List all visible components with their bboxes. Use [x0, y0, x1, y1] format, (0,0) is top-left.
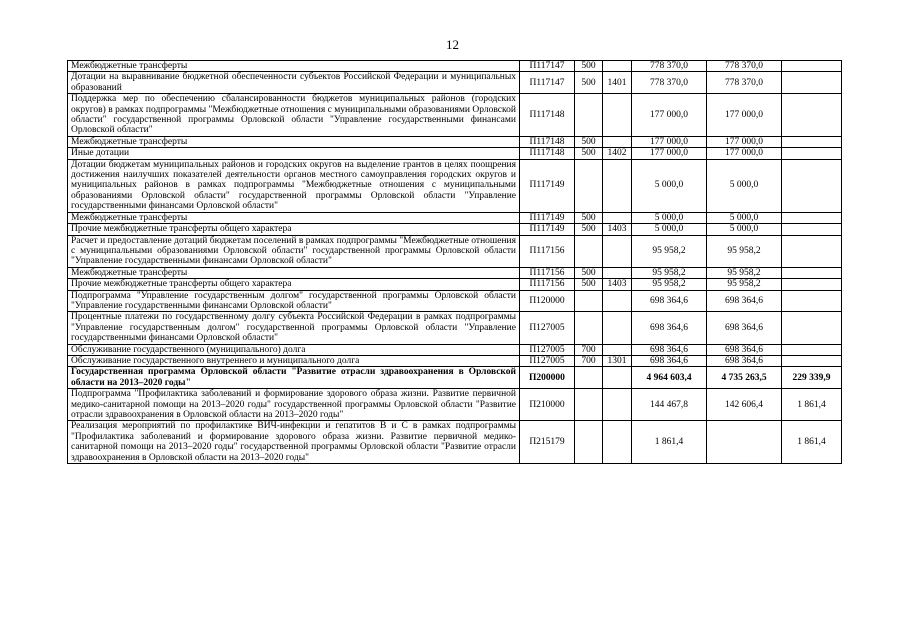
target-article-code-cell: П117156 [520, 279, 575, 290]
row-name-cell: Поддержка мер по обеспечению сбалансированности бюджетов муниципальных районов (городских округов) в рамках подпрограммы "Межбюджетные отношения с муниципальными образованиями Орловской области" государственной программы Орловской области "Управление государственными финансами Орловской области" [68, 94, 520, 137]
section-code-cell: 1301 [603, 355, 632, 366]
section-code-cell [603, 389, 632, 421]
row-name-cell: Реализация мероприятий по профилактике ВИЧ-инфекции и гепатитов В и С в рамках подпрограммы "Профилактика заболеваний и формирование здорового образа жизни. Развитие первичной медико-санитарной помощи на 2013–2020 годы" государственной программы Орловской области "Развитие отрасли здравоохранения в Орловской области на 2013–2020 годы" [68, 421, 520, 464]
expense-type-code-cell: 700 [575, 355, 603, 366]
amount-column-3-cell [782, 136, 842, 147]
total-amount-cell: 177 000,0 [632, 94, 707, 137]
total-amount-cell: 5 000,0 [632, 159, 707, 212]
section-code-cell [603, 344, 632, 355]
row-name-cell: Подпрограмма "Профилактика заболеваний и формирование здорового образа жизни. Развитие первичной медико-санитарной помощи на 2013–2020 годы" государственной программы Орловской области "Развитие отрасли здравоохранения в Орловской области на 2013–2020 годы" [68, 389, 520, 421]
total-amount-cell: 778 370,0 [632, 72, 707, 94]
amount-column-2-cell: 698 364,6 [707, 355, 782, 366]
expense-type-code-cell: 500 [575, 72, 603, 94]
amount-column-2-cell: 778 370,0 [707, 61, 782, 72]
total-amount-cell: 95 958,2 [632, 267, 707, 278]
amount-column-2-cell [707, 421, 782, 464]
row-name-cell: Прочие межбюджетные трансферты общего характера [68, 279, 520, 290]
total-amount-cell: 698 364,6 [632, 355, 707, 366]
amount-column-3-cell [782, 279, 842, 290]
table-row [68, 61, 842, 72]
table-row [68, 136, 842, 147]
expense-type-code-cell: 500 [575, 279, 603, 290]
table-row [68, 148, 842, 159]
row-name-cell: Государственная программа Орловской области "Развитие отрасли здравоохранения в Орловской области на 2013–2020 годы" [68, 367, 520, 389]
amount-column-3-cell [782, 344, 842, 355]
amount-column-2-cell: 5 000,0 [707, 159, 782, 212]
row-name-cell: Межбюджетные трансферты [68, 267, 520, 278]
table-row [68, 72, 842, 94]
total-amount-cell: 698 364,6 [632, 344, 707, 355]
expense-type-code-cell: 500 [575, 148, 603, 159]
expense-type-code-cell: 500 [575, 212, 603, 223]
target-article-code-cell: П117147 [520, 61, 575, 72]
row-name-cell: Дотации бюджетам муниципальных районов и городских округов на выделение грантов в целях поощрения достижения наилучших показателей деятельности органов местного самоуправления городских округов и муниципальных районов в рамках подпрограммы "Межбюджетные отношения с муниципальными образованиями Орловской области" государственной программы Орловской области "Управление государственными финансами Орловской области" [68, 159, 520, 212]
row-name-cell: Обслуживание государственного (муниципального) долга [68, 344, 520, 355]
amount-column-2-cell: 95 958,2 [707, 235, 782, 267]
table-row [68, 312, 842, 344]
table-row [68, 290, 842, 312]
amount-column-3-cell: 1 861,4 [782, 421, 842, 464]
amount-column-3-cell: 1 861,4 [782, 389, 842, 421]
amount-column-3-cell [782, 224, 842, 235]
section-code-cell [603, 94, 632, 137]
target-article-code-cell: П127005 [520, 344, 575, 355]
table-row [68, 355, 842, 366]
target-article-code-cell: П117148 [520, 136, 575, 147]
row-name-cell: Расчет и предоставление дотаций бюджетам поселений в рамках подпрограммы "Межбюджетные отношения с муниципальными образованиями Орловской области" государственной программы Орловской области "Управление государственными финансами Орловской области" [68, 235, 520, 267]
amount-column-3-cell [782, 148, 842, 159]
target-article-code-cell: П127005 [520, 355, 575, 366]
target-article-code-cell: П117156 [520, 235, 575, 267]
amount-column-3-cell [782, 355, 842, 366]
amount-column-2-cell: 177 000,0 [707, 94, 782, 137]
amount-column-3-cell [782, 159, 842, 212]
total-amount-cell: 1 861,4 [632, 421, 707, 464]
expense-type-code-cell [575, 367, 603, 389]
table-row [68, 159, 842, 212]
budget-table [67, 60, 842, 464]
section-code-cell [603, 312, 632, 344]
section-code-cell [603, 421, 632, 464]
section-code-cell: 1402 [603, 148, 632, 159]
amount-column-3-cell [782, 290, 842, 312]
target-article-code-cell: П117149 [520, 159, 575, 212]
expense-type-code-cell: 500 [575, 267, 603, 278]
amount-column-3-cell [782, 235, 842, 267]
expense-type-code-cell [575, 389, 603, 421]
expense-type-code-cell [575, 290, 603, 312]
row-name-cell: Межбюджетные трансферты [68, 61, 520, 72]
target-article-code-cell: П200000 [520, 367, 575, 389]
amount-column-2-cell: 142 606,4 [707, 389, 782, 421]
expense-type-code-cell: 500 [575, 224, 603, 235]
expense-type-code-cell [575, 159, 603, 212]
section-code-cell: 1403 [603, 279, 632, 290]
target-article-code-cell: П117148 [520, 148, 575, 159]
target-article-code-cell: П117147 [520, 72, 575, 94]
expense-type-code-cell: 500 [575, 61, 603, 72]
page-number: 12 [446, 37, 459, 52]
expense-type-code-cell: 700 [575, 344, 603, 355]
section-code-cell [603, 212, 632, 223]
amount-column-3-cell [782, 94, 842, 137]
amount-column-3-cell: 229 339,9 [782, 367, 842, 389]
table-row [68, 279, 842, 290]
total-amount-cell: 177 000,0 [632, 148, 707, 159]
amount-column-2-cell: 5 000,0 [707, 224, 782, 235]
row-name-cell: Прочие межбюджетные трансферты общего характера [68, 224, 520, 235]
total-amount-cell: 95 958,2 [632, 279, 707, 290]
table-row [68, 235, 842, 267]
section-code-cell [603, 267, 632, 278]
row-name-cell: Иные дотации [68, 148, 520, 159]
row-name-cell: Межбюджетные трансферты [68, 136, 520, 147]
amount-column-3-cell [782, 312, 842, 344]
target-article-code-cell: П117148 [520, 94, 575, 137]
target-article-code-cell: П117149 [520, 212, 575, 223]
target-article-code-cell: П127005 [520, 312, 575, 344]
row-name-cell: Подпрограмма "Управление государственным долгом" государственной программы Орловской области "Управление государственными финансами Орловской области" [68, 290, 520, 312]
expense-type-code-cell [575, 312, 603, 344]
row-name-cell: Процентные платежи по государственному долгу субъекта Российской Федерации в рамках подпрограммы "Управление государственным долгом" государственной программы Орловской области "Управление государственными финансами Орловской области" [68, 312, 520, 344]
amount-column-2-cell: 698 364,6 [707, 290, 782, 312]
total-amount-cell: 95 958,2 [632, 235, 707, 267]
row-name-cell: Обслуживание государственного внутреннего и муниципального долга [68, 355, 520, 366]
amount-column-2-cell: 778 370,0 [707, 72, 782, 94]
section-code-cell [603, 290, 632, 312]
total-amount-cell: 698 364,6 [632, 290, 707, 312]
table-row [68, 344, 842, 355]
table-row [68, 94, 842, 137]
table-row [68, 421, 842, 464]
amount-column-2-cell: 177 000,0 [707, 136, 782, 147]
total-amount-cell: 4 964 603,4 [632, 367, 707, 389]
row-name-cell: Межбюджетные трансферты [68, 212, 520, 223]
target-article-code-cell: П120000 [520, 290, 575, 312]
amount-column-2-cell: 177 000,0 [707, 148, 782, 159]
amount-column-2-cell: 95 958,2 [707, 279, 782, 290]
section-code-cell: 1403 [603, 224, 632, 235]
amount-column-2-cell: 698 364,6 [707, 344, 782, 355]
target-article-code-cell: П215179 [520, 421, 575, 464]
section-code-cell [603, 136, 632, 147]
total-amount-cell: 698 364,6 [632, 312, 707, 344]
table-body [68, 61, 842, 464]
amount-column-2-cell: 5 000,0 [707, 212, 782, 223]
amount-column-2-cell: 698 364,6 [707, 312, 782, 344]
total-amount-cell: 778 370,0 [632, 61, 707, 72]
total-amount-cell: 5 000,0 [632, 224, 707, 235]
row-name-cell: Дотации на выравнивание бюджетной обеспеченности субъектов Российской Федерации и муниципальных образований [68, 72, 520, 94]
section-code-cell [603, 159, 632, 212]
expense-type-code-cell: 500 [575, 136, 603, 147]
section-code-cell [603, 235, 632, 267]
table-row [68, 267, 842, 278]
total-amount-cell: 5 000,0 [632, 212, 707, 223]
amount-column-2-cell: 95 958,2 [707, 267, 782, 278]
total-amount-cell: 144 467,8 [632, 389, 707, 421]
section-code-cell: 1401 [603, 72, 632, 94]
amount-column-3-cell [782, 267, 842, 278]
expense-type-code-cell [575, 421, 603, 464]
amount-column-3-cell [782, 212, 842, 223]
table-row [68, 367, 842, 389]
table-row [68, 212, 842, 223]
total-amount-cell: 177 000,0 [632, 136, 707, 147]
target-article-code-cell: П210000 [520, 389, 575, 421]
table-row [68, 389, 842, 421]
amount-column-3-cell [782, 72, 842, 94]
target-article-code-cell: П117149 [520, 224, 575, 235]
section-code-cell [603, 367, 632, 389]
expense-type-code-cell [575, 235, 603, 267]
target-article-code-cell: П117156 [520, 267, 575, 278]
amount-column-2-cell: 4 735 263,5 [707, 367, 782, 389]
amount-column-3-cell [782, 61, 842, 72]
table-row [68, 224, 842, 235]
section-code-cell [603, 61, 632, 72]
expense-type-code-cell [575, 94, 603, 137]
